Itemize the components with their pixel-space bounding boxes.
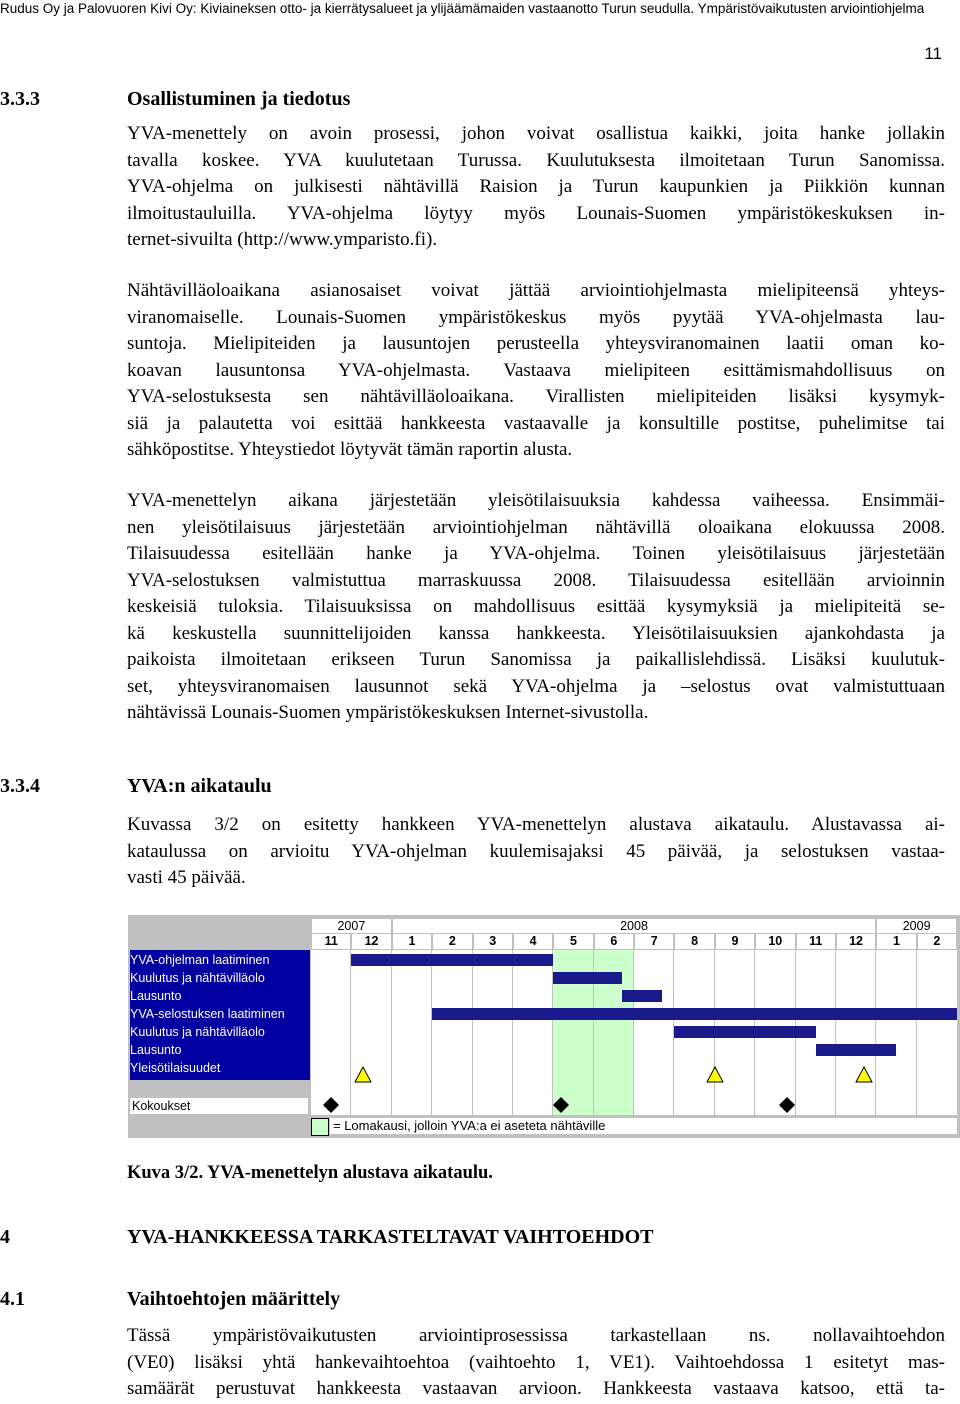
text-line: YVA-selostuksesta sen nähtävilläoloaikana. Virallisten mielipiteiden lisäksi kysymyk- [127,386,945,407]
grid-line [512,950,513,1115]
grid-line [472,950,473,1115]
task-label: YVA-selostuksen laatiminen [130,1007,285,1021]
task-bar [553,972,622,984]
paragraph [127,278,945,464]
text-line: ilmoitustauluilla. YVA-ohjelma löytyy myös Lounais-Suomen ympäristökeskuksen in- [127,202,945,224]
text-line: Nähtävilläoloaikana asianosaiset voivat jättää arviointiohjelmasta mielipiteensä yhteys- [127,280,945,301]
task-label: Lausunto [130,1043,182,1057]
month-label: 8 [675,934,713,949]
text-line: koavan lausuntonsa YVA-ohjelmasta. Vastaava mielipiteen esittämismahdollisuus on [127,359,945,381]
month-label: 4 [514,934,552,949]
text-line: keskeisiä tuloksia. Tilaisuuksissa on mahdollisuus esittää kysymyksiä ja mielipiteitä se- [127,596,945,617]
task-label: Kuulutus ja nähtävilläolo [130,1025,265,1039]
section-number: 4 [0,1226,10,1248]
month-label: 5 [554,934,592,949]
running-header: Rudus Oy ja Palovuoren Kivi Oy: Kiviaineksen otto- ja kierrätysalueet ja ylijäämämaiden vastaanotto Turun seudulla. Ympäristövaikutusten arviointiohjelma [0,1,925,16]
page-number: 11 [924,44,942,63]
grid-line [431,950,432,1115]
month-label: 2 [433,934,471,949]
grid-line [916,950,917,1115]
text-line: YVA-menettely on avoin prosessi, johon voivat osallistua kaikki, joita hanke jollakin [127,123,945,144]
legend-text: = Lomakausi, jolloin YVA:a ei aseteta nähtäville [330,1118,957,1134]
text-line: kataulussa on arvioitu YVA-ohjelman kuulemisajaksi 45 päivää, ja selostuksen vastaa- [127,840,945,862]
year-label: 2009 [877,919,956,933]
year-label: 2007 [312,919,391,933]
month-label: 9 [716,934,754,949]
triangle-milestone-icon [706,1066,724,1084]
text-line: siä ja palautetta voi esittää hankkeesta vastaavalle ja konsultille postitse, puhelimitse tai [127,412,945,434]
grid-line [633,950,634,1115]
grid-line [391,950,392,1115]
task-label: Yleisötilaisuudet [130,1061,221,1075]
section-heading-4 [0,1225,960,1249]
section-number: 3.3.4 [0,775,40,797]
section-title: Vaihtoehtojen määrittely [127,1288,341,1310]
grid-line [875,950,876,1115]
diamond-milestone-icon [322,1096,340,1114]
text-line: ternet-sivuilta (http://www.ymparisto.fi). [127,229,438,250]
month-label: 1 [393,934,431,949]
text-line: vasti 45 päivää. [127,867,246,888]
month-label: 11 [312,934,350,949]
text-line: (VE0) lisäksi yhtä hankevaihtoehtoa (vaihtoehto 1, VE1). Vaihtoehdossa 1 esitetyt mas- [127,1351,945,1373]
month-label: 2 [918,934,956,949]
task-bar [351,954,553,966]
paragraph [127,488,945,727]
task-label: YVA-ohjelman laatiminen [130,953,270,967]
task-label: Kokoukset [130,1098,308,1114]
month-label: 12 [352,934,390,949]
text-line: sähköpostitse. Yhteystiedot löytyvät tämän raportin alusta. [127,439,573,460]
section-title: YVA-HANKKEESSA TARKASTELTAVAT VAIHTOEHDOT [127,1226,654,1248]
section-number: 4.1 [0,1288,25,1310]
paragraph [127,1323,945,1403]
task-bar [674,1026,815,1038]
section-number: 3.3.3 [0,88,40,110]
month-label: 6 [595,934,633,949]
figure-caption: Kuva 3/2. YVA-menettelyn alustava aikataulu. [127,1163,493,1183]
triangle-milestone-icon [855,1066,873,1084]
text-line: Kuvassa 3/2 on esitetty hankkeen YVA-menettelyn alustava aikataulu. Alustavassa ai- [127,814,945,835]
grid-line [350,950,351,1115]
section-heading-41 [0,1287,960,1311]
task-bar [816,1044,897,1056]
section-title: YVA:n aikataulu [127,775,272,797]
text-line: Tilaisuudessa esitellään hanke ja YVA-ohjelma. Toinen yleisötilaisuus järjestetään [127,543,945,564]
paragraph [127,812,945,892]
section-heading-333 [0,87,960,111]
section-heading-334 [0,774,960,798]
triangle-milestone-icon [354,1066,372,1084]
section-title: Osallistuminen ja tiedotus [127,88,351,110]
text-line: YVA-ohjelma on julkisesti nähtävillä Raision ja Turun kaupunkien ja Piikkiön kunnan [127,176,945,197]
month-label: 3 [474,934,512,949]
month-label: 1 [877,934,915,949]
legend-swatch [311,1118,329,1136]
grid-line [835,950,836,1115]
task-label: Lausunto [130,989,182,1003]
text-line: tavalla koskee. YVA kuulutetaan Turussa. Kuulutuksesta ilmoitetaan Turun Sanomissa. [127,149,945,171]
text-line: viranomaiselle. Lounais-Suomen ympäristökeskus myös pyytää YVA-ohjelmasta lau- [127,306,945,328]
month-label: 7 [635,934,673,949]
text-line: YVA-menettelyn aikana järjestetään yleisötilaisuuksia kahdessa vaiheessa. Ensimmäi- [127,490,945,511]
year-label: 2008 [393,919,876,933]
chart-plot-area [311,950,957,1115]
text-line: samäärät perustuvat hankkeesta vastaavan arvioon. Hankkeesta vastaava katsoo, että ta- [127,1378,945,1399]
task-bar [432,1008,957,1020]
text-line: nen yleisötilaisuus järjestetään arviointiohjelman nähtävillä oloaikana elokuussa 2008. [127,516,945,538]
text-line: YVA-selostuksen valmistuttua marraskuussa 2008. Tilaisuudessa esitellään arvioinnin [127,569,945,591]
text-line: Tässä ympäristövaikutusten arviointiprosessissa tarkastellaan ns. nollavaihtoehdon [127,1325,945,1346]
diamond-milestone-icon [778,1096,796,1114]
text-line: paikoista ilmoitetaan erikseen Turun Sanomissa ja paikallislehdissä. Lisäksi kuulutuk- [127,649,945,670]
month-label: 10 [756,934,794,949]
month-label: 11 [797,934,835,949]
text-line: nähtävissä Lounais-Suomen ympäristökeskuksen Internet-sivustolla. [127,702,649,723]
text-line: kä keskustella suunnittelijoiden kanssa hankkeesta. Yleisötilaisuuksien ajankohdasta ja [127,622,945,644]
task-label: Kuulutus ja nähtävilläolo [130,971,265,985]
diamond-milestone-icon [552,1096,570,1114]
paragraph [127,121,945,254]
month-label: 12 [837,934,875,949]
task-bar [622,990,662,1002]
schedule-chart [128,915,960,1138]
text-line: set, yhteysviranomaisen lausunnot sekä YVA-ohjelma ja –selostus ovat valmistuttuaan [127,675,945,697]
text-line: suntoja. Mielipiteiden ja lausuntojen perusteella yhteysviranomainen laatii oman ko- [127,333,945,354]
